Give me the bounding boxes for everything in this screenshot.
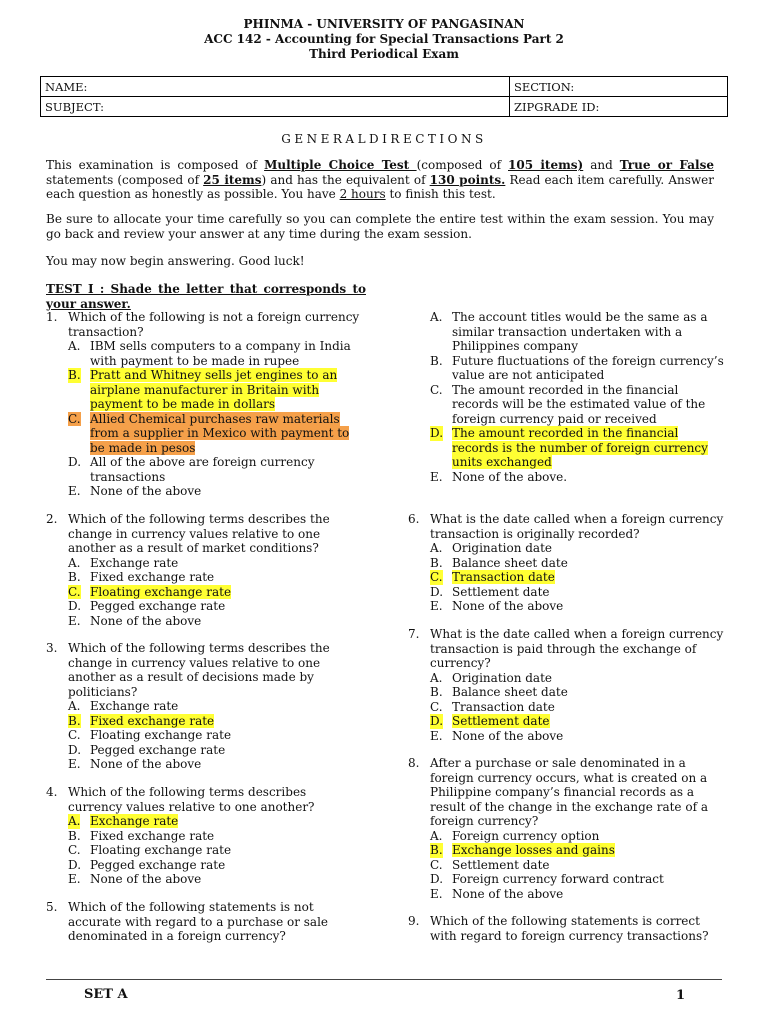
directions-paragraph-1: This examination is composed of Multiple Choice Test (composed of 105 items) and True or False statements (composed of 25 items) and has the equivalent of 130 points. Read each item carefully. Answer each question as honestly as possible. You have 2 hours to finish this test. xyxy=(46,158,715,201)
question-5: 5. Which of the following statements is not accurate with regard to a purchase or sale denominated in a foreign currency? xyxy=(46,900,329,943)
q8-option-b[interactable]: B. Exchange losses and gains xyxy=(430,843,615,857)
q8-option-e[interactable]: E. None of the above xyxy=(430,886,564,901)
q5-option-b[interactable]: B. Future fluctuations of the foreign currency’s value are not anticipated xyxy=(430,353,724,382)
question-5-options xyxy=(408,310,728,484)
q1-option-c[interactable]: C. Allied Chemical purchases raw materials from a supplier in Mexico with payment to be made in pesos xyxy=(68,411,350,455)
q4-option-a[interactable]: A. Exchange rate xyxy=(68,814,179,828)
q4-option-b[interactable]: B. Fixed exchange rate xyxy=(68,828,215,843)
q4-option-c[interactable]: C. Floating exchange rate xyxy=(68,843,232,857)
q6-option-b[interactable]: B. Balance sheet date xyxy=(430,555,568,570)
question-7: 7. What is the date called when a foreign currency transaction is paid through the exchange of currency? A. Origination date B. Balance sheet date C. Transaction date D. Settlement date E. None of the above xyxy=(408,627,726,743)
footer-set-label: SET A xyxy=(84,987,128,1002)
q8-option-a[interactable]: A. Foreign currency option xyxy=(430,828,600,843)
test-1-title: TEST I : Shade the letter that corresponds to your answer. xyxy=(46,282,366,311)
q3-option-b[interactable]: B. Fixed exchange rate xyxy=(68,713,215,728)
footer-divider xyxy=(46,979,722,980)
q3-option-c[interactable]: C. Floating exchange rate xyxy=(68,728,232,742)
footer-page-number: 1 xyxy=(676,988,686,1003)
question-8: 8. After a purchase or sale denominated in a foreign currency occurs, what is created on a Philippine company’s financial records as a result of the change in the exchange rate of a foreign currency? A. Foreign currency option B. Exchange losses and gains C. Settlement date D. Foreign currency forward contract E. None of the above xyxy=(408,756,708,901)
q7-option-a[interactable]: A. Origination date xyxy=(430,670,553,685)
student-info-table xyxy=(40,76,728,117)
q2-option-a[interactable]: A. Exchange rate xyxy=(68,555,179,570)
q8-option-c[interactable]: C. Settlement date xyxy=(430,857,550,872)
q6-option-d[interactable]: D. Settlement date xyxy=(430,584,550,599)
question-9: 9. Which of the following statements is correct with regard to foreign currency transactions? xyxy=(408,914,709,943)
name-cell[interactable]: NAME: xyxy=(41,77,510,97)
q7-option-c[interactable]: C. Transaction date xyxy=(430,699,555,714)
question-4: 4. Which of the following terms describes currency values relative to one another? A. Exchange rate B. Fixed exchange rate C. Floating exchange rate D. Pegged exchange rate E. None of the above xyxy=(46,785,346,887)
q6-option-c[interactable]: C. Transaction date xyxy=(430,570,555,584)
q6-option-a[interactable]: A. Origination date xyxy=(430,541,553,555)
q2-option-c[interactable]: C. Floating exchange rate xyxy=(68,584,232,599)
question-2: 2. Which of the following terms describes the change in currency values relative to one another as a result of market conditions? A. Exchange rate B. Fixed exchange rate C. Floating exchange rate D. Pegged exchange rate E. None of the above xyxy=(46,512,346,628)
question-6: 6. What is the date called when a foreign currency transaction is originally recorded? A. Origination date B. Balance sheet date C. Transaction date D. Settlement date E. None of the above xyxy=(408,512,726,614)
q1-option-e[interactable]: E. None of the above xyxy=(68,484,202,498)
q4-option-e[interactable]: E. None of the above xyxy=(68,872,202,886)
q1-option-a[interactable]: A. IBM sells computers to a company in India with payment to be made in rupee xyxy=(68,339,351,368)
q3-option-e[interactable]: E. None of the above xyxy=(68,757,202,771)
exam-title: Third Periodical Exam xyxy=(309,47,459,61)
q4-option-d[interactable]: D. Pegged exchange rate xyxy=(68,857,226,872)
q1-option-b[interactable]: B. Pratt and Whitney sells jet engines to an airplane manufacturer in Britain with payment to be made in dollars xyxy=(68,368,338,411)
q7-option-d[interactable]: D. Settlement date xyxy=(430,714,550,728)
general-directions-heading: GENERALDIRECTIONS xyxy=(281,132,487,146)
question-1: 1. Which of the following is not a foreign currency transaction? A. IBM sells computers to a company in India with payment to be made in rupee B. Pratt and Whitney sells jet engines to an airplane manufacturer in Britain with payment to be made in dollars C. Allied Chemical purchases raw materials from a supplier in Mexico with payment to be made in pesos D. All of the above are foreign currency transactions E. None of the above xyxy=(46,310,364,499)
q7-option-b[interactable]: B. Balance sheet date xyxy=(430,685,568,699)
q5-option-a[interactable]: A. The account titles would be the same as a similar transaction undertaken with a Philippines company xyxy=(430,310,708,353)
q2-option-b[interactable]: B. Fixed exchange rate xyxy=(68,570,215,584)
course-title: ACC 142 - Accounting for Special Transactions Part 2 xyxy=(204,32,564,46)
q3-option-d[interactable]: D. Pegged exchange rate xyxy=(68,742,226,757)
q5-option-d[interactable]: D. The amount recorded in the financial records is the number of foreign currency units exchanged xyxy=(430,426,708,469)
q7-option-e[interactable]: E. None of the above xyxy=(430,728,564,743)
q1-option-d[interactable]: D. All of the above are foreign currency transactions xyxy=(68,455,315,484)
zipgrade-cell[interactable]: ZIPGRADE ID: xyxy=(510,97,728,117)
q2-option-d[interactable]: D. Pegged exchange rate xyxy=(68,599,226,613)
q2-option-e[interactable]: E. None of the above xyxy=(68,613,202,628)
q5-option-c[interactable]: C. The amount recorded in the financial records will be the estimated value of the foreign currency paid or received xyxy=(430,382,706,426)
directions-paragraph-2: Be sure to allocate your time carefully so you can complete the entire test within the exam session. You may go back and review your answer at any time during the exam session. xyxy=(46,212,714,241)
university-title: PHINMA - UNIVERSITY OF PANGASINAN xyxy=(243,17,525,31)
q5-option-e[interactable]: E. None of the above. xyxy=(430,469,568,484)
question-1-stem: Which of the following is not a foreign currency transaction? xyxy=(68,310,360,339)
question-3: 3. Which of the following terms describes the change in currency values relative to one another as a result of decisions made by politicians? A. Exchange rate B. Fixed exchange rate C. Floating exchange rate D. Pegged exchange rate E. None of the above xyxy=(46,641,346,772)
q3-option-a[interactable]: A. Exchange rate xyxy=(68,699,179,713)
subject-cell[interactable]: SUBJECT: xyxy=(41,97,510,117)
q6-option-e[interactable]: E. None of the above xyxy=(430,599,564,613)
directions-paragraph-3: You may now begin answering. Good luck! xyxy=(46,254,305,268)
q8-option-d[interactable]: D. Foreign currency forward contract xyxy=(430,872,664,886)
section-cell[interactable]: SECTION: xyxy=(510,77,728,97)
